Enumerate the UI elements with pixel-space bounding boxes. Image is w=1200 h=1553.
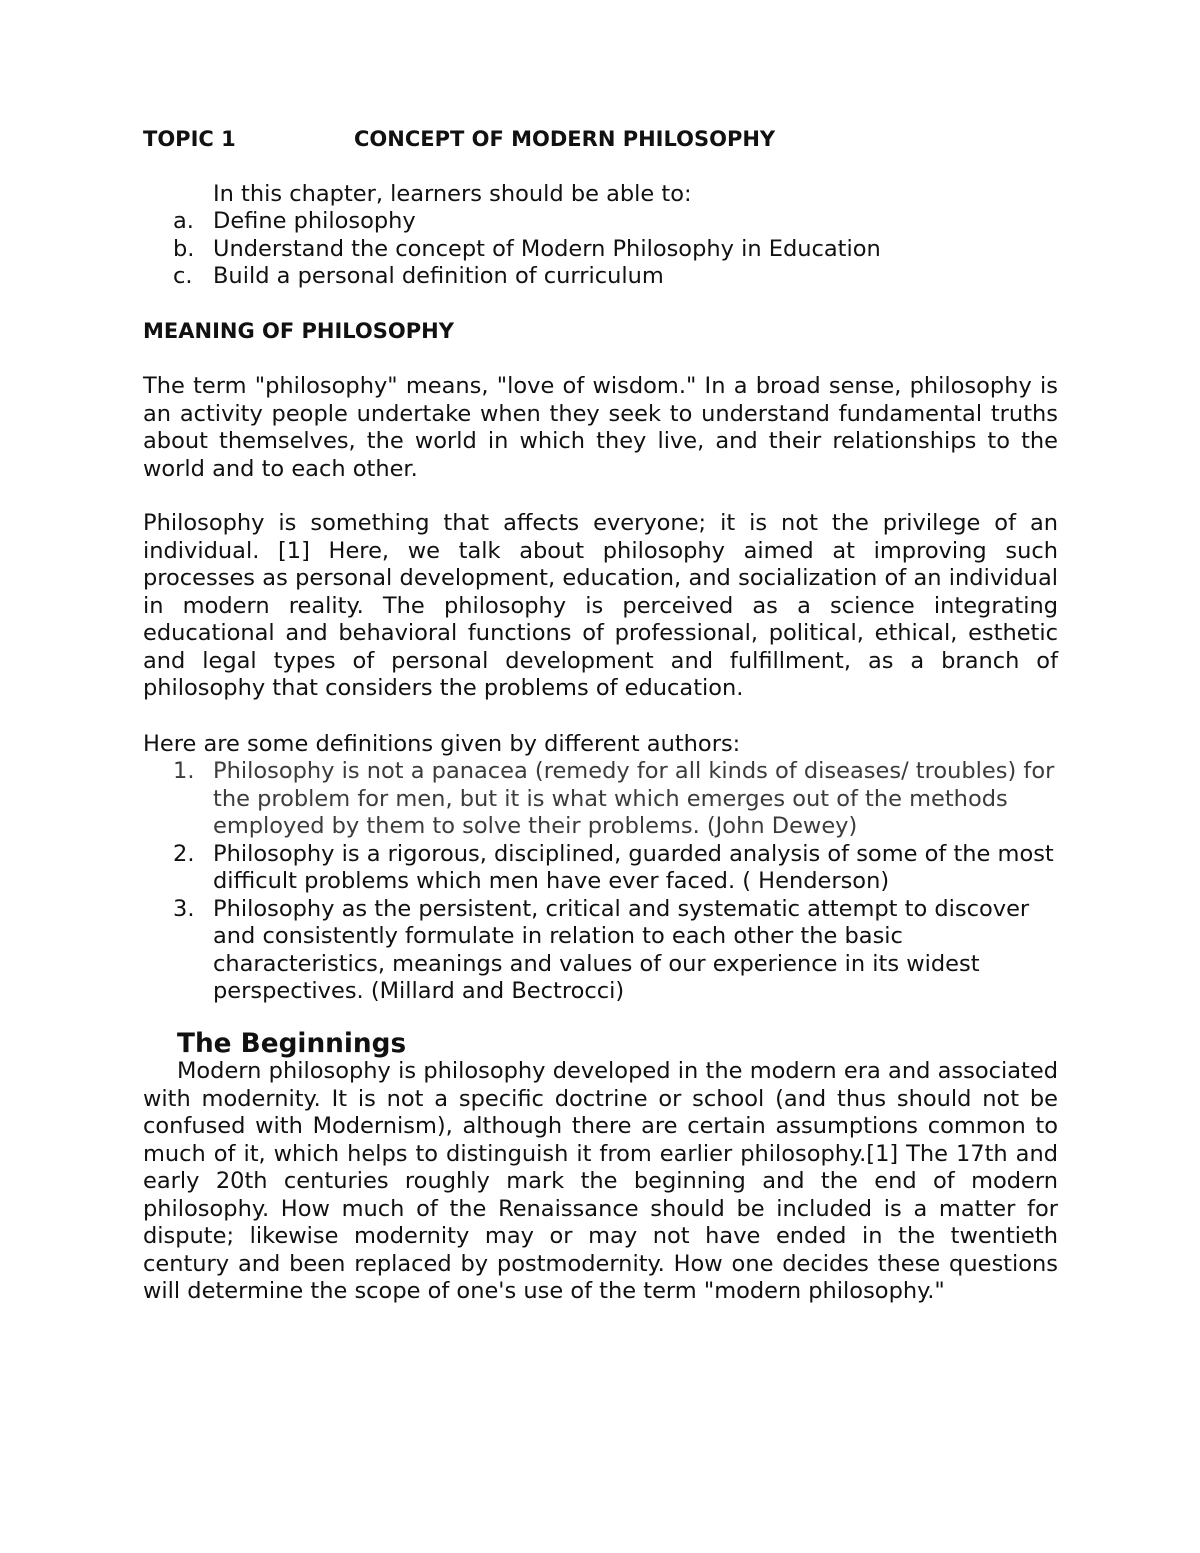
- topic-label: TOPIC 1: [143, 127, 236, 151]
- list-item: [143, 208, 1058, 236]
- list-item: [143, 841, 1058, 896]
- list-item: [143, 896, 1058, 1006]
- beginnings-heading: The Beginnings: [177, 1029, 407, 1059]
- definitions-intro: Here are some definitions given by different authors:: [143, 731, 741, 757]
- list-item-text: Philosophy is a rigorous, disciplined, guarded analysis of some of the most difficult problems which men have ever faced. ( Henderson): [213, 840, 1054, 894]
- beginnings-paragraph: Modern philosophy is philosophy developed in the modern era and associated with modernity. It is not a specific doctrine or school (and thus should not be confused with Modernism), although there are certain assumptions common to much of it, which helps to distinguish it from earlier philosophy.[1] The 17th and early 20th centuries roughly mark the beginning and the end of modern philosophy. How much of the Renaissance should be included is a matter for dispute; likewise modernity may or may not have ended in the twentieth century and been replaced by postmodernity. How one decides these questions will determine the scope of one's use of the term "modern philosophy.": [143, 1058, 1058, 1304]
- topic-heading: [143, 126, 1058, 154]
- list-item-text: Philosophy is not a panacea (remedy for all kinds of diseases/ troubles) for the problem for men, but it is what which emerges out of the methods employed by them to solve their problems. (John Dewey): [213, 758, 1055, 839]
- list-item: [143, 236, 1058, 264]
- list-item-text: Define philosophy: [213, 208, 416, 234]
- list-item-text: Understand the concept of Modern Philosophy in Education: [213, 235, 881, 262]
- meaning-heading: MEANING OF PHILOSOPHY: [143, 319, 454, 343]
- list-item-text: Build a personal definition of curriculum: [213, 263, 664, 289]
- meaning-paragraph-1: The term "philosophy" means, "love of wisdom." In a broad sense, philosophy is an activity people undertake when they seek to understand fundamental truths about themselves, the world in which they live, and their relationships to the world and to each other.: [143, 373, 1058, 482]
- list-marker: 3.: [173, 895, 195, 922]
- list-marker: 1.: [173, 758, 195, 784]
- list-marker: c.: [173, 263, 193, 289]
- list-marker: b.: [173, 235, 195, 262]
- objectives-list: [143, 208, 1058, 291]
- list-marker: 2.: [173, 840, 195, 867]
- list-item: [143, 758, 1058, 841]
- list-item-text: Philosophy as the persistent, critical and systematic attempt to discover and consistently formulate in relation to each other the basic characteristics, meanings and values of our experience in its widest perspectives. (Millard and Bectrocci): [213, 895, 1030, 1004]
- list-marker: a.: [173, 208, 194, 234]
- list-item: [143, 263, 1058, 291]
- topic-title: CONCEPT OF MODERN PHILOSOPHY: [354, 127, 776, 151]
- meaning-paragraph-2: Philosophy is something that affects everyone; it is not the privilege of an individual. [1] Here, we talk about philosophy aimed at improving such processes as personal development, education, and socialization of an individual in modern reality. The philosophy is perceived as a science integrating educational and behavioral functions of professional, political, ethical, esthetic and legal types of personal development and fulfillment, as a branch of philosophy that considers the problems of education.: [143, 510, 1058, 701]
- definitions-list: [143, 758, 1058, 1006]
- objectives-intro: In this chapter, learners should be able to:: [213, 181, 692, 207]
